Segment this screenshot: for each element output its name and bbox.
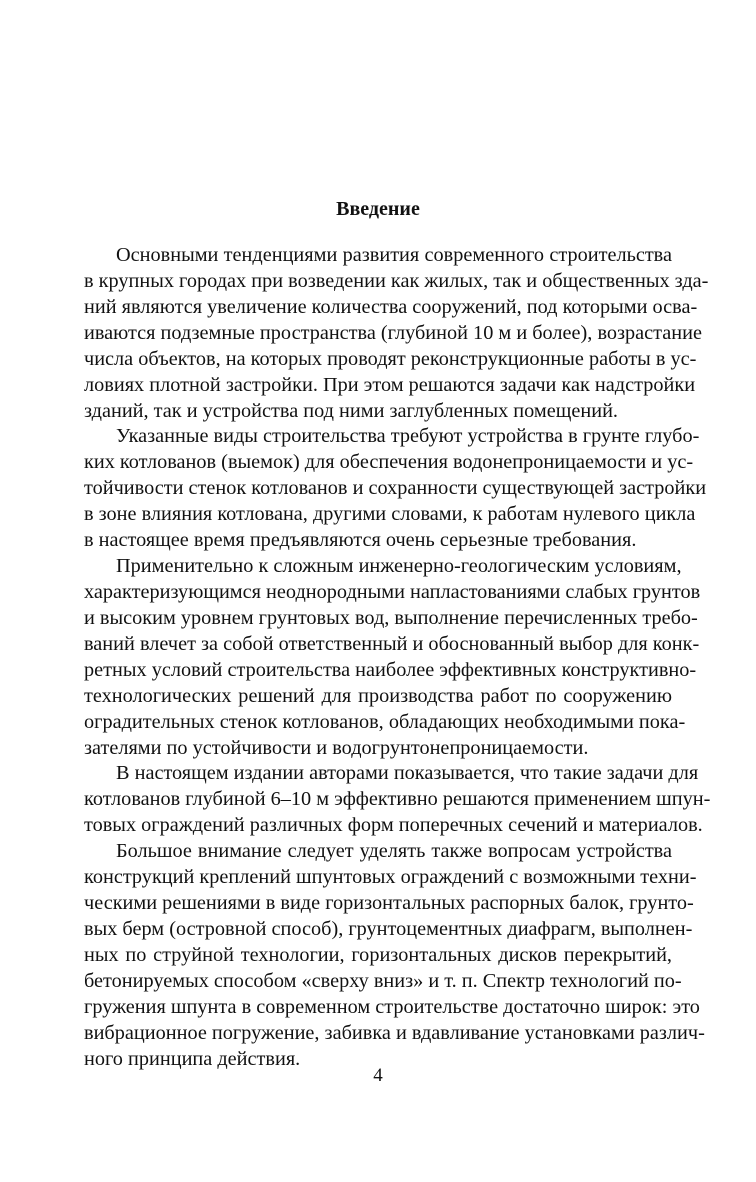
page-number: 4 — [373, 1065, 383, 1086]
paragraph-4 — [84, 761, 711, 839]
text-line: ретных условий строительства наиболее эффективных конструктивно- — [84, 658, 697, 681]
text-line: бетонируемых способом «сверху вниз» и т. п. Спектр технологий по- — [84, 969, 682, 992]
paragraph-3 — [84, 554, 701, 761]
text-line: технологических решений для производства работ по сооружению — [84, 684, 672, 707]
body-text — [84, 243, 711, 1073]
text-line: тойчивости стенок котлованов и сохранности существующей застройки — [84, 477, 707, 500]
paragraph-2 — [84, 424, 707, 554]
text-line: гружения шпунта в современном строительстве достаточно широк: это — [84, 995, 700, 1018]
paragraph-1 — [84, 243, 709, 424]
text-line: зданий, так и устройства под ними заглубленных помещений. — [84, 399, 618, 422]
paragraph-5 — [84, 839, 705, 1072]
text-line: ного принципа действия. — [84, 1047, 301, 1070]
text-line: вибрационное погружение, забивка и вдавливание установками различ- — [84, 1021, 705, 1044]
text-line: Основными тенденциями развития современного строительства — [116, 244, 672, 266]
text-line: Большое внимание следует уделять также вопросам устройства — [116, 840, 672, 863]
text-line: В настоящем издании авторами показывается, что такие задачи для — [116, 762, 699, 785]
text-line: в крупных городах при возведении как жилых, так и общественных зда- — [84, 269, 709, 292]
text-line: оградительных стенок котлованов, обладающих необходимыми пока- — [84, 710, 686, 733]
text-line: зателями по устойчивости и водогрунтонепроницаемости. — [84, 736, 589, 759]
text-line: ваний влечет за собой ответственный и обоснованный выбор для конк- — [84, 632, 700, 655]
text-line: Указанные виды строительства требуют устройства в грунте глубо- — [116, 425, 700, 448]
text-line: ний являются увеличение количества сооружений, под которыми осва- — [84, 295, 698, 318]
text-line: товых ограждений различных форм поперечных сечений и материалов. — [84, 814, 703, 837]
text-line: ловиях плотной застройки. При этом решаются задачи как надстройки — [84, 373, 696, 396]
text-line: вых берм (островной способ), грунтоцементных диафрагм, выполнен- — [84, 917, 693, 940]
text-line: ных по струйной технологии, горизонтальных дисков перекрытий, — [84, 943, 672, 966]
text-line: ческими решениями в виде горизонтальных распорных балок, грунто- — [84, 892, 694, 915]
text-line: в зоне влияния котлована, другими словами, к работам нулевого цикла — [84, 503, 696, 526]
text-line: характеризующимся неоднородными напластованиями слабых грунтов — [84, 580, 701, 603]
text-line: ких котлованов (выемок) для обеспечения водонепроницаемости и ус- — [84, 451, 694, 474]
section-heading: Введение — [336, 198, 420, 220]
text-line: числа объектов, на которых проводят реконструкционные работы в ус- — [84, 347, 697, 370]
text-line: в настоящее время предъявляются очень серьезные требования. — [84, 529, 637, 552]
text-line: иваются подземные пространства (глубиной 10 м и более), возрастание — [84, 321, 703, 344]
text-line: Применительно к сложным инженерно-геологическим условиям, — [116, 555, 682, 578]
text-line: котлованов глубиной 6–10 м эффективно решаются применением шпун- — [84, 788, 711, 811]
text-line: и высоким уровнем грунтовых вод, выполнение перечисленных требо- — [84, 606, 698, 629]
text-line: конструкций креплений шпунтовых ограждений с возможными техни- — [84, 866, 697, 889]
